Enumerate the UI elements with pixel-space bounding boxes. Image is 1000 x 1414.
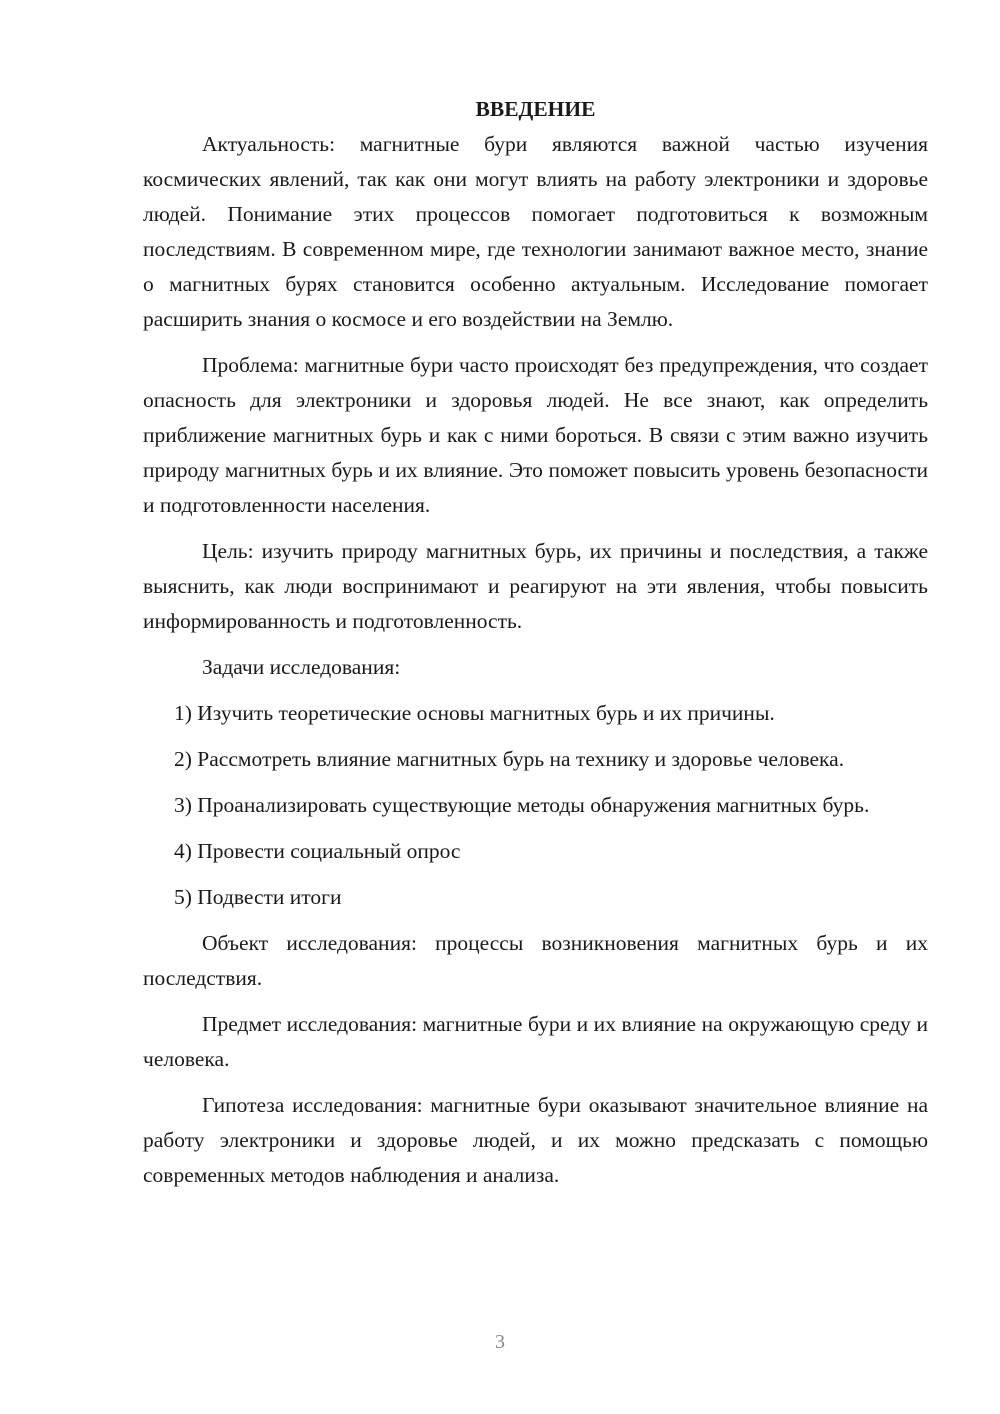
task-item: 4) Провести социальный опрос (174, 839, 461, 863)
task-item: 1) Изучить теоретические основы магнитных бурь и их причины. (174, 701, 775, 725)
subject-paragraph: Предмет исследования: магнитные бури и их влияние на окружающую среду и человека. (143, 1012, 928, 1071)
page-number: 3 (495, 1331, 505, 1353)
task-item: 3) Проанализировать существующие методы обнаружения магнитных бурь. (174, 793, 870, 817)
tasks-heading: Задачи исследования: (202, 655, 401, 679)
task-item: 5) Подвести итоги (174, 885, 342, 909)
object-paragraph: Объект исследования: процессы возникновения магнитных бурь и их последствия. (143, 931, 928, 990)
document-page (143, 92, 928, 1204)
page-title: ВВЕДЕНИЕ (475, 97, 596, 121)
task-item: 2) Рассмотреть влияние магнитных бурь на технику и здоровье человека. (174, 747, 845, 771)
relevance-paragraph: Актуальность: магнитные бури являются важной частью изучения космических явлений, так как они могут влиять на работу электроники и здоровье людей. Понимание этих процессов помогает подготовиться к возможным последствиям. В современном мире, где технологии занимают важное место, знание о магнитных бурях становится особенно актуальным. Исследование помогает расширить знания о космосе и его воздействии на Землю. (143, 132, 928, 331)
goal-paragraph: Цель: изучить природу магнитных бурь, их причины и последствия, а также выяснить, как люди воспринимают и реагируют на эти явления, чтобы повысить информированность и подготовленность. (143, 539, 928, 633)
hypothesis-paragraph: Гипотеза исследования: магнитные бури оказывают значительное влияние на работу электроники и здоровье людей, и их можно предсказать с помощью современных методов наблюдения и анализа. (143, 1093, 928, 1187)
problem-paragraph: Проблема: магнитные бури часто происходят без предупреждения, что создает опасность для электроники и здоровья людей. Не все знают, как определить приближение магнитных бурь и как с ними бороться. В связи с этим важно изучить природу магнитных бурь и их влияние. Это поможет повысить уровень безопасности и подготовленности населения. (143, 353, 928, 517)
